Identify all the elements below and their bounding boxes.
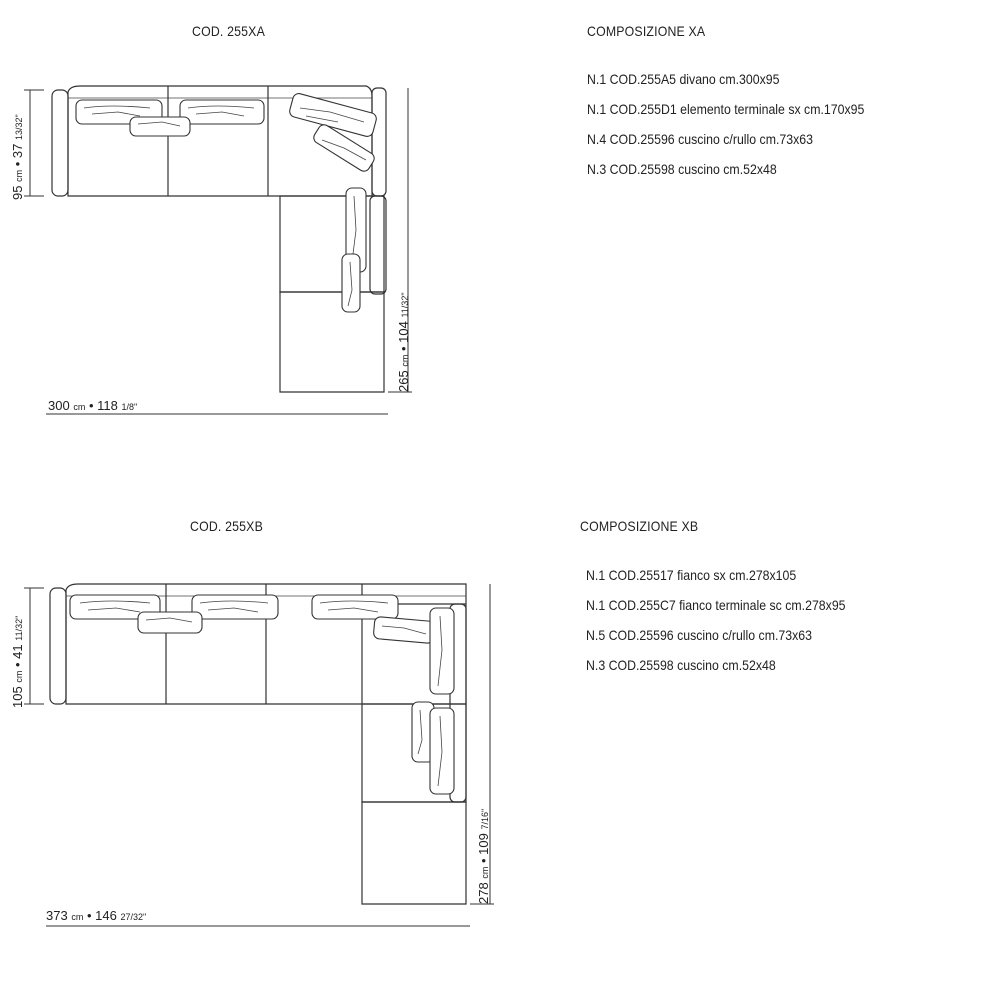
list-item: N.5 COD.25596 cuscino c/rullo cm.73x63 [586,627,812,643]
xa-code-title: COD. 255XA [192,23,265,39]
xb-width-dimension: 373 cm • 146 27/32" [46,908,147,923]
xb-code-title: COD. 255XB [190,518,263,534]
list-item: N.1 COD.255D1 elemento terminale sx cm.170x95 [587,101,865,117]
list-item: N.3 COD.25598 cuscino cm.52x48 [586,657,776,673]
xb-cushions [70,595,454,794]
xa-composition-title: COMPOSIZIONE XA [587,23,706,39]
list-item: N.3 COD.25598 cuscino cm.52x48 [587,161,777,177]
list-item: N.4 COD.25596 cuscino c/rullo cm.73x63 [587,131,813,147]
xb-composition-title: COMPOSIZIONE XB [580,518,699,534]
list-item: N.1 COD.255A5 divano cm.300x95 [587,71,780,87]
xa-length-dimension: 265 cm • 104 11/32" [396,292,411,392]
xb-length-dimension: 278 cm • 109 7/16" [476,808,491,904]
xb-depth-dimension: 105 cm • 41 11/32" [10,615,25,708]
xa-depth-dimension: 95 cm • 37 13/32" [10,114,25,200]
xa-width-dimension: 300 cm • 118 1/8" [48,398,138,413]
list-item: N.1 COD.255C7 fianco terminale sc cm.278x95 [586,597,846,613]
list-item: N.1 COD.25517 fianco sx cm.278x105 [586,567,797,583]
